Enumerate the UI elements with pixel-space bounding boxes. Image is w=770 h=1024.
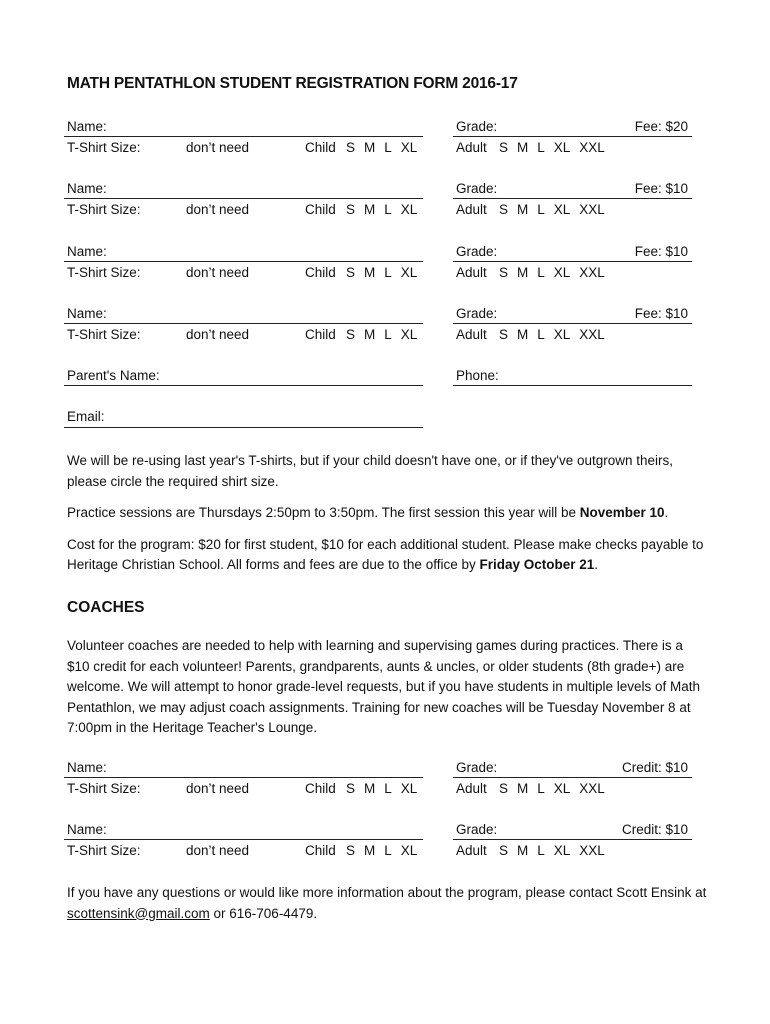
student-2-adult-size-xxl[interactable]: XXL [579,202,605,217]
student-3-adult-size-m[interactable]: M [517,265,529,280]
coach-2-child-size-m[interactable]: M [364,843,376,858]
coach-2-adult-label: Adult [456,843,487,858]
coach-1-child-size-l[interactable]: L [384,781,392,796]
student-4-adult-size-xxl[interactable]: XXL [579,327,605,342]
student-1-child-label: Child [305,140,336,155]
coach-2-adult-size-s[interactable]: S [499,843,509,858]
student-4-child-size-m[interactable]: M [364,327,376,342]
coach-2-grade-input-line[interactable] [453,839,692,840]
student-2-adult-size-options [499,202,614,217]
coach-2-name-label: Name: [67,822,107,837]
student-3-adult-size-options [499,265,614,280]
student-4-grade-input-line[interactable] [453,323,692,324]
practice-note: Practice sessions are Thursdays 2:50pm to 3:50pm. The first session this year will be November 10. [67,505,669,520]
coach-1-grade-input-line[interactable] [453,777,692,778]
coach-2-name-input-line[interactable] [64,839,423,840]
coach-2-child-size-xl[interactable]: XL [400,843,418,858]
student-1-adult-size-options [499,140,614,155]
student-4-fee: Fee: $10 [634,306,688,321]
student-3-adult-size-xl[interactable]: XL [553,265,571,280]
student-1-child-size-s[interactable]: S [346,140,356,155]
student-3-child-label: Child [305,265,336,280]
coach-1-credit: Credit: $10 [621,760,688,775]
student-3-tshirt-size-label: T-Shirt Size: [67,265,141,280]
student-4-adult-size-xl[interactable]: XL [553,327,571,342]
student-2-grade-input-line[interactable] [453,198,692,199]
student-2-child-label: Child [305,202,336,217]
coach-1-grade-label: Grade: [456,760,498,775]
coach-2-child-size-s[interactable]: S [346,843,356,858]
student-4-tshirt-size-label: T-Shirt Size: [67,327,141,342]
student-1-tshirt-size-label: T-Shirt Size: [67,140,141,155]
student-4-child-size-options [346,327,426,342]
student-4-grade-label: Grade: [456,306,498,321]
student-1-adult-size-m[interactable]: M [517,140,529,155]
coach-2-credit: Credit: $10 [621,822,688,837]
coach-1-adult-size-m[interactable]: M [517,781,529,796]
contact-note: If you have any questions or would like more information about the program, please contact Scott Ensink at scottensink@gmail.com or 616-706-4479. [67,885,707,921]
student-1-adult-size-xl[interactable]: XL [553,140,571,155]
coach-1-child-size-m[interactable]: M [364,781,376,796]
student-1-dont-need-option[interactable]: don’t need [186,140,250,155]
student-1-name-input-line[interactable] [64,136,423,137]
student-4-name-label: Name: [67,306,107,321]
coach-1-child-size-options [346,781,426,796]
student-1-grade-label: Grade: [456,119,498,134]
email-label: Email: [67,409,105,424]
coach-2-tshirt-size-label: T-Shirt Size: [67,843,141,858]
student-4-adult-label: Adult [456,327,487,342]
student-2-adult-size-s[interactable]: S [499,202,509,217]
student-4-adult-size-options [499,327,614,342]
cost-note: Cost for the program: $20 for first student, $10 for each additional student. Please make checks payable to Heritage Christian School. All forms and fees are due to the office by Friday October 21. [67,536,704,572]
student-2-grade-label: Grade: [456,181,498,196]
student-3-dont-need-option[interactable]: don’t need [186,265,250,280]
student-3-grade-input-line[interactable] [453,261,692,262]
coach-2-adult-size-xxl[interactable]: XXL [579,843,605,858]
student-4-child-size-xl[interactable]: XL [400,327,418,342]
student-2-name-label: Name: [67,181,107,196]
student-3-fee: Fee: $10 [634,244,688,259]
coach-2-grade-label: Grade: [456,822,498,837]
practice-date: November 10 [579,505,665,520]
student-1-name-label: Name: [67,119,107,134]
coach-1-child-label: Child [305,781,336,796]
student-3-child-size-m[interactable]: M [364,265,376,280]
student-1-child-size-m[interactable]: M [364,140,376,155]
coach-2-child-size-options [346,843,426,858]
student-2-adult-size-l[interactable]: L [537,202,545,217]
student-1-adult-label: Adult [456,140,487,155]
student-1-adult-size-xxl[interactable]: XXL [579,140,605,155]
coach-1-adult-size-options [499,781,614,796]
student-2-fee: Fee: $10 [634,181,688,196]
coach-1-name-label: Name: [67,760,107,775]
student-2-tshirt-size-label: T-Shirt Size: [67,202,141,217]
coach-1-dont-need-option[interactable]: don’t need [186,781,250,796]
form-title: MATH PENTATHLON STUDENT REGISTRATION FORM 2016-17 [67,75,518,92]
student-3-grade-label: Grade: [456,244,498,259]
student-2-child-size-l[interactable]: L [384,202,392,217]
student-1-adult-size-s[interactable]: S [499,140,509,155]
student-2-adult-label: Adult [456,202,487,217]
parent-name-input-line[interactable] [64,385,423,386]
student-2-adult-size-xl[interactable]: XL [553,202,571,217]
coach-1-adult-size-l[interactable]: L [537,781,545,796]
student-1-child-size-xl[interactable]: XL [400,140,418,155]
student-4-child-label: Child [305,327,336,342]
coach-1-tshirt-size-label: T-Shirt Size: [67,781,141,796]
student-2-dont-need-option[interactable]: don’t need [186,202,250,217]
coach-1-adult-size-xxl[interactable]: XXL [579,781,605,796]
coach-1-adult-size-s[interactable]: S [499,781,509,796]
student-2-name-input-line[interactable] [64,198,423,199]
student-4-adult-size-s[interactable]: S [499,327,509,342]
student-3-adult-size-s[interactable]: S [499,265,509,280]
coach-1-adult-label: Adult [456,781,487,796]
student-4-adult-size-m[interactable]: M [517,327,529,342]
student-4-child-size-l[interactable]: L [384,327,392,342]
student-2-child-size-s[interactable]: S [346,202,356,217]
coach-2-adult-size-xl[interactable]: XL [553,843,571,858]
student-4-adult-size-l[interactable]: L [537,327,545,342]
student-4-child-size-s[interactable]: S [346,327,356,342]
student-3-child-size-options [346,265,426,280]
student-3-child-size-l[interactable]: L [384,265,392,280]
student-2-child-size-xl[interactable]: XL [400,202,418,217]
student-1-fee: Fee: $20 [634,119,688,134]
student-2-child-size-options [346,202,426,217]
student-4-dont-need-option[interactable]: don’t need [186,327,250,342]
phone-label: Phone: [456,368,499,383]
coach-2-child-label: Child [305,843,336,858]
student-3-adult-label: Adult [456,265,487,280]
student-1-child-size-options [346,140,426,155]
student-3-name-input-line[interactable] [64,261,423,262]
email-input-line[interactable] [64,427,423,428]
coach-2-adult-size-l[interactable]: L [537,843,545,858]
coach-2-child-size-l[interactable]: L [384,843,392,858]
student-1-adult-size-l[interactable]: L [537,140,545,155]
coach-2-adult-size-m[interactable]: M [517,843,529,858]
coach-1-adult-size-xl[interactable]: XL [553,781,571,796]
student-2-adult-size-m[interactable]: M [517,202,529,217]
parent-name-label: Parent's Name: [67,368,160,383]
coach-2-adult-size-options [499,843,614,858]
student-3-adult-size-xxl[interactable]: XXL [579,265,605,280]
phone-input-line[interactable] [453,385,692,386]
student-3-adult-size-l[interactable]: L [537,265,545,280]
student-4-name-input-line[interactable] [64,323,423,324]
due-date: Friday October 21 [479,557,595,572]
student-3-name-label: Name: [67,244,107,259]
coaches-heading: COACHES [67,599,145,616]
coaches-description: Volunteer coaches are needed to help with learning and supervising games during practices. There is a $10 credit for each volunteer! Parents, grandparents, aunts & uncles, or older students (8th grade+) are welcome. We will attempt to honor grade-level requests, but if you have students in multiple levels of Math Pentathlon, we may adjust coach assignments. Training for new coaches will be Tuesday November 8 at 7:00pm in the Heritage Teacher's Lounge. [67,638,701,735]
coach-2-dont-need-option[interactable]: don’t need [186,843,250,858]
student-3-child-size-s[interactable]: S [346,265,356,280]
contact-email-link[interactable]: scottensink@gmail.com [67,905,210,921]
student-2-child-size-m[interactable]: M [364,202,376,217]
coach-1-name-input-line[interactable] [64,777,423,778]
coach-1-child-size-s[interactable]: S [346,781,356,796]
shirts-note: We will be re-using last year's T-shirts, but if your child doesn't have one, or if they've outgrown theirs, please circle the required shirt size. [67,453,674,489]
info-section [67,451,707,576]
student-1-child-size-l[interactable]: L [384,140,392,155]
student-3-child-size-xl[interactable]: XL [400,265,418,280]
coach-1-child-size-xl[interactable]: XL [400,781,418,796]
student-1-grade-input-line[interactable] [453,136,692,137]
